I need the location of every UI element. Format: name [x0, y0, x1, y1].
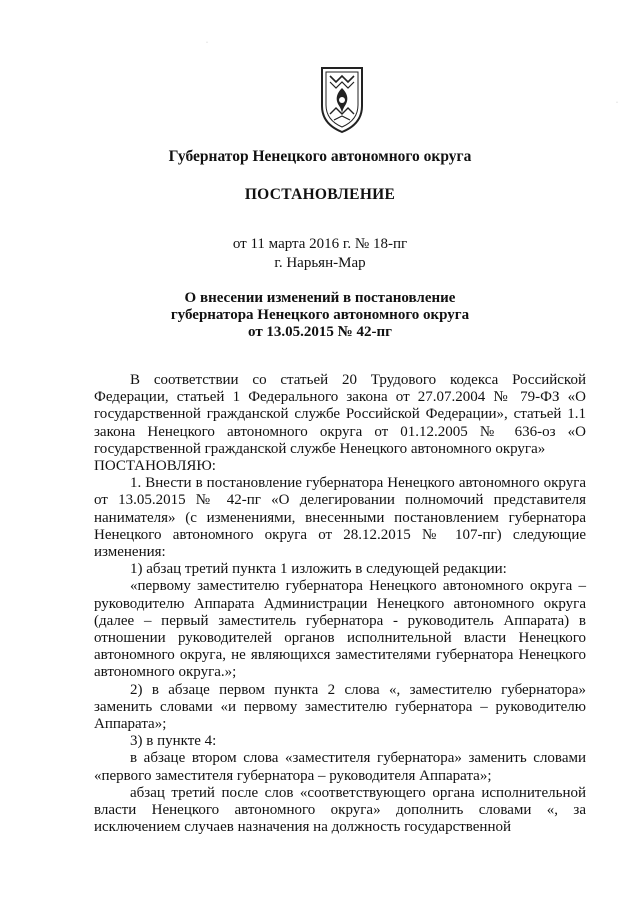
clause-1-paragraph: 1. Внести в постановление губернатора Ненецкого автономного округа от 13.05.2015 № 42-пг «О делегировании полномочий представителя нанимателя» (с изменениями, внесенными постановлением губернатора Ненецкого автономного округа от 28.12.2015 № 107-пг) следующие изменения:: [94, 475, 586, 561]
clause-1-1-quote: «первому заместителю губернатора Ненецкого автономного округа – руководителю Аппарата Администрации Ненецкого автономного округа (далее – первый заместитель губернатора - руководитель Аппарата) в отношении руководителей органов исполнительной власти Ненецкого автономного округа, не являющихся заместителями губернатора Ненецкого автономного округа.»;: [94, 578, 586, 681]
document-title: [0, 290, 640, 341]
document-type: ПОСТАНОВЛЕНИЕ: [244, 186, 396, 203]
resolve-word: ПОСТАНОВЛЯЮ:: [94, 458, 216, 475]
title-line-2: губернатора Ненецкого автономного округа: [170, 307, 470, 323]
document-date-number: от 11 марта 2016 г. № 18-пг: [232, 236, 408, 252]
nenets-coat-of-arms-icon: [316, 62, 368, 134]
clause-1-3-b-paragraph: абзац третий после слов «соответствующего органа исполнительной власти Ненецкого автономного округа» дополнить словами «, за исключением случаев назначения на должность государственной: [94, 784, 586, 836]
title-line-1: О внесении изменений в постановление: [184, 290, 456, 306]
clause-1-2-paragraph: 2) в абзаце первом пункта 2 слова «, заместителю губернатора» заменить словами «и первому заместителю губернатора – руководителю Аппарата»;: [94, 681, 586, 733]
clause-1-3-a-paragraph: в абзаце втором слова «заместителя губернатора» заменить словами «первого заместителя губернатора – руководителя Аппарата»;: [94, 750, 586, 784]
preamble-paragraph: В соответствии со статьей 20 Трудового кодекса Российской Федерации, статьей 1 Федерального закона от 27.07.2004 № 79-ФЗ «О государственной гражданской службе Российской Федерации», статьей 1.1 закона Ненецкого автономного округа от 01.12.2005 № 636-оз «О государственной гражданской службе Ненецкого автономного округа»: [94, 372, 586, 457]
clause-1-3-paragraph: 3) в пункте 4:: [130, 733, 217, 750]
title-line-3: от 13.05.2015 № 42-пг: [248, 324, 392, 340]
document-city: г. Нарьян-Мар: [274, 255, 366, 271]
issuer-title: Губернатор Ненецкого автономного округа: [168, 148, 472, 165]
document-body: [94, 372, 586, 836]
scan-speck: ·: [616, 100, 618, 106]
clause-1-1-paragraph: 1) абзац третий пункта 1 изложить в следующей редакции:: [130, 561, 507, 578]
scan-speck: ·: [206, 40, 208, 46]
